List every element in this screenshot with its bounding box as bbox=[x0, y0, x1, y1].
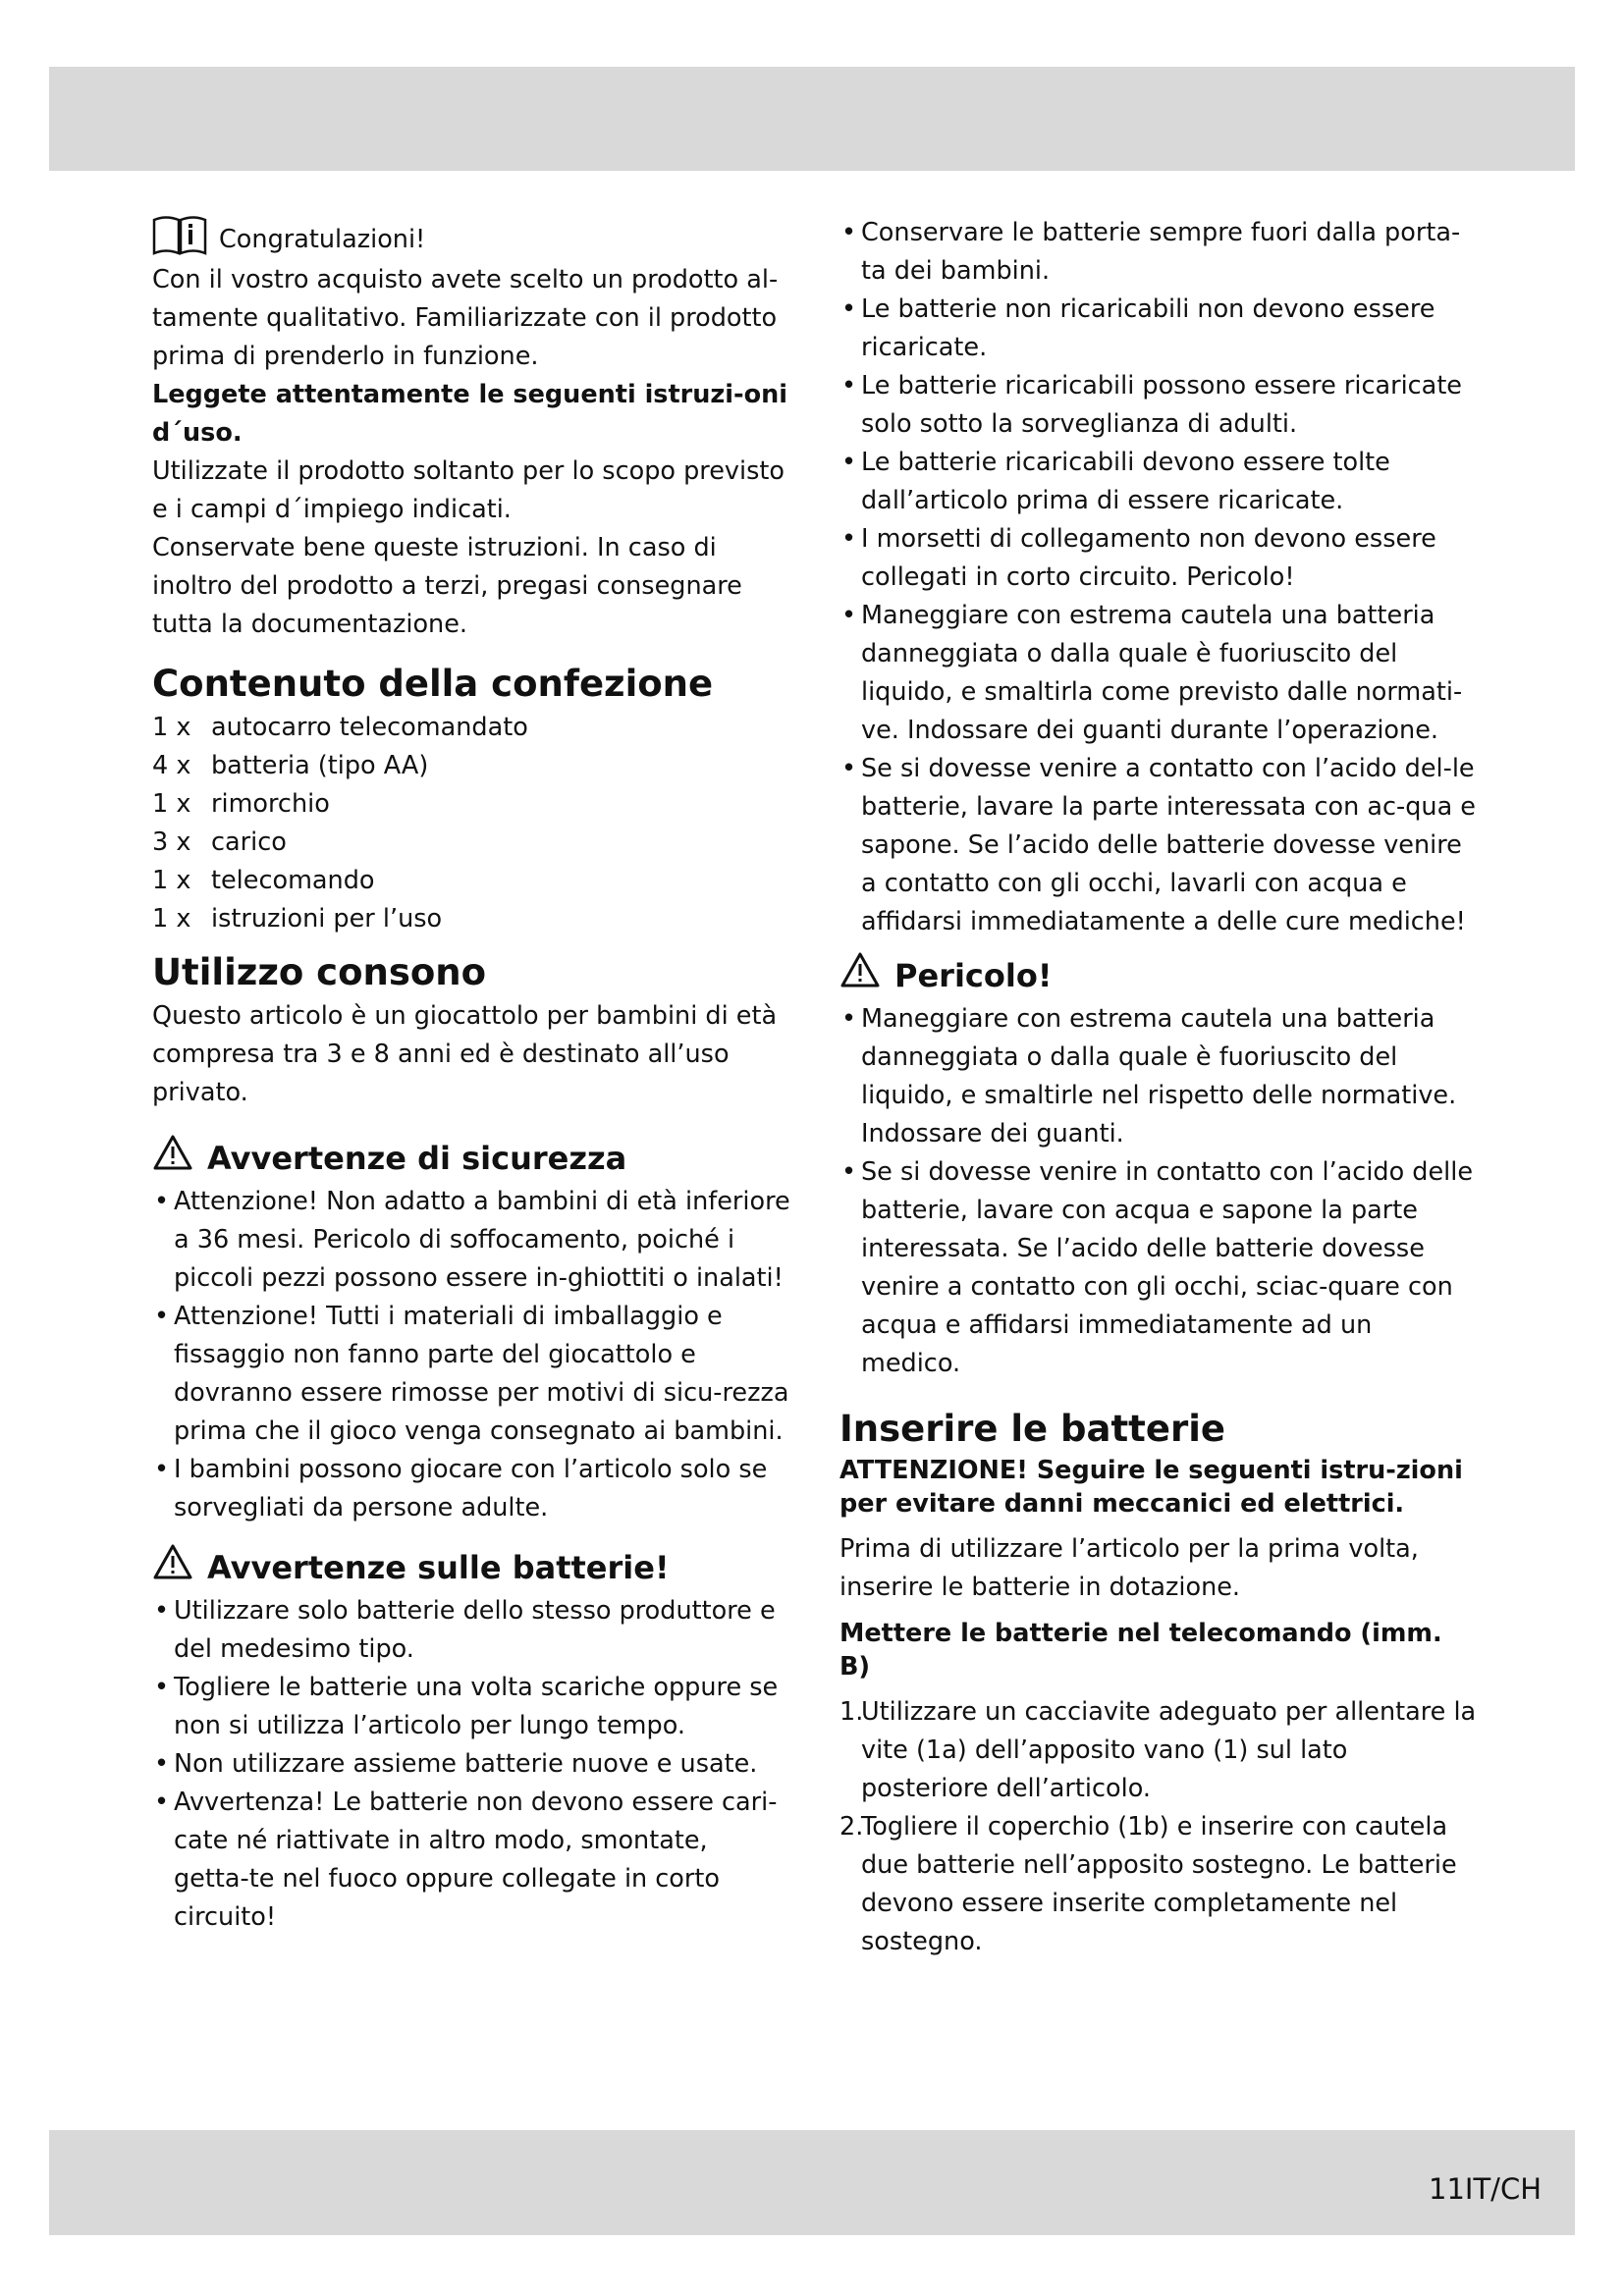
insert-text: Prima di utilizzare l’articolo per la prima volta, inserire le batterie in dotazione. bbox=[839, 1534, 1419, 1602]
intro-heading bbox=[152, 214, 790, 259]
intro-paragraph: Con il vostro acquisto avete scelto un prodotto al-tamente qualitativo. Familiarizzate con il prodotto prima di prenderlo in funzione. bbox=[152, 265, 779, 371]
contents-item: 1 x autocarro telecomandato bbox=[152, 713, 528, 742]
list-item: • Non utilizzare assieme batterie nuove e usate. bbox=[152, 1745, 790, 1784]
list-item: • Le batterie ricaricabili devono essere tolte dall’articolo prima di essere ricaricate. bbox=[839, 444, 1478, 520]
battery-warnings-title: Avvertenze sulle batterie! bbox=[152, 1543, 790, 1592]
intro-title: Congratulazioni! bbox=[219, 225, 426, 254]
right-column bbox=[839, 214, 1478, 1961]
warning-triangle-icon bbox=[839, 951, 881, 1000]
contents-item: 3 x carico bbox=[152, 828, 287, 857]
intro-usage: Utilizzate il prodotto soltanto per lo scopo previsto e i campi d´impiego indicati. bbox=[152, 456, 785, 524]
danger-title: Pericolo! bbox=[839, 951, 1478, 1000]
step-item: 1. Utilizzare un cacciavite adeguato per allentare la vite (1a) dell’apposito vano (1) sul lato posteriore dell’articolo. bbox=[839, 1697, 1477, 1803]
info-book-icon bbox=[152, 214, 207, 259]
contents-list bbox=[152, 709, 790, 938]
list-item: • Maneggiare con estrema cautela una batteria danneggiata o dalla quale è fuoriuscito del liquido, e smaltirle nel rispetto delle normative. Indossare dei guanti. bbox=[839, 1000, 1478, 1153]
safety-title: Avvertenze di sicurezza bbox=[152, 1134, 790, 1183]
contents-item: 1 x istruzioni per l’uso bbox=[152, 904, 443, 934]
list-item: • Avvertenza! Le batterie non devono essere cari-cate né riattivate in altro modo, smontate, getta-te nel fuoco oppure collegate in corto circuito! bbox=[152, 1784, 790, 1937]
header-band bbox=[49, 67, 1575, 171]
contents-item: 1 x telecomando bbox=[152, 866, 375, 895]
use-text: Questo articolo è un giocattolo per bambini di età compresa tra 3 e 8 anni ed è destinato all’uso privato. bbox=[152, 1001, 778, 1107]
list-item: • Conservare le batterie sempre fuori dalla porta-ta dei bambini. bbox=[839, 214, 1478, 291]
list-item: • Se si dovesse venire a contatto con l’acido del-le batterie, lavare la parte interessata con ac-qua e sapone. Se l’acido delle batterie dovesse venire a contatto con gli occhi, lavarli con acqua e affidarsi immediatamente a delle cure mediche! bbox=[839, 750, 1478, 941]
safety-list bbox=[152, 1183, 790, 1527]
list-item: • Utilizzare solo batterie dello stesso produttore e del medesimo tipo. bbox=[152, 1592, 790, 1669]
battery-warnings-list bbox=[152, 1592, 790, 1937]
step-item: 2. Togliere il coperchio (1b) e inserire con cautela due batterie nell’apposito sostegno. Le batterie devono essere inserite completamente nel sostegno. bbox=[839, 1812, 1457, 1956]
list-item: • Maneggiare con estrema cautela una batteria danneggiata o dalla quale è fuoriuscito del liquido, e smaltirla come previsto dalle normati-ve. Indossare dei guanti durante l’operazione. bbox=[839, 597, 1478, 750]
left-column bbox=[152, 214, 790, 1937]
list-item: • I bambini possono giocare con l’articolo solo se sorvegliati da persone adulte. bbox=[152, 1451, 790, 1527]
list-item: • Le batterie non ricaricabili non devono essere ricaricate. bbox=[839, 291, 1478, 367]
intro-bold-note: Leggete attentamente le seguenti istruzi-oni d´uso. bbox=[152, 380, 787, 448]
list-item: • Attenzione! Tutti i materiali di imballaggio e fissaggio non fanno parte del giocattolo e dovranno essere rimosse per motivi di sicu-rezza prima che il gioco venga consegnato ai bambini. bbox=[152, 1298, 790, 1451]
list-item: • Attenzione! Non adatto a bambini di età inferiore a 36 mesi. Pericolo di soffocamento, poiché i piccoli pezzi possono essere in-ghiottiti o inalati! bbox=[152, 1183, 790, 1298]
insert-steps bbox=[839, 1693, 1478, 1961]
footer-band bbox=[49, 2130, 1575, 2235]
battery-warnings-list-continued bbox=[839, 214, 1478, 941]
insert-warning: ATTENZIONE! Seguire le seguenti istru-zioni per evitare danni meccanici ed elettrici. bbox=[839, 1456, 1463, 1519]
list-item: • Togliere le batterie una volta scariche oppure se non si utilizza l’articolo per lungo tempo. bbox=[152, 1669, 790, 1745]
danger-list bbox=[839, 1000, 1478, 1383]
list-item: • I morsetti di collegamento non devono essere collegati in corto circuito. Pericolo! bbox=[839, 520, 1478, 597]
insert-subtitle: Mettere le batterie nel telecomando (imm. B) bbox=[839, 1619, 1442, 1682]
intro-keep: Conservate bene queste istruzioni. In caso di inoltro del prodotto a terzi, pregasi consegnare tutta la documentazione. bbox=[152, 533, 742, 639]
list-item: • Le batterie ricaricabili possono essere ricaricate solo sotto la sorveglianza di adulti. bbox=[839, 367, 1478, 444]
warning-triangle-icon bbox=[152, 1134, 193, 1183]
list-item: • Se si dovesse venire in contatto con l’acido delle batterie, lavare con acqua e sapone la parte interessata. Se l’acido delle batterie dovesse venire a contatto con gli occhi, sciac-quare con acqua e affidarsi immediatamente ad un medico. bbox=[839, 1153, 1478, 1383]
contents-title: Contenuto della confezione bbox=[152, 663, 714, 705]
contents-item: 4 x batteria (tipo AA) bbox=[152, 751, 429, 780]
use-title: Utilizzo consono bbox=[152, 951, 487, 993]
contents-item: 1 x rimorchio bbox=[152, 789, 330, 819]
page-number: 11IT/CH bbox=[1429, 2172, 1542, 2206]
insert-title: Inserire le batterie bbox=[839, 1408, 1225, 1450]
warning-triangle-icon bbox=[152, 1543, 193, 1592]
